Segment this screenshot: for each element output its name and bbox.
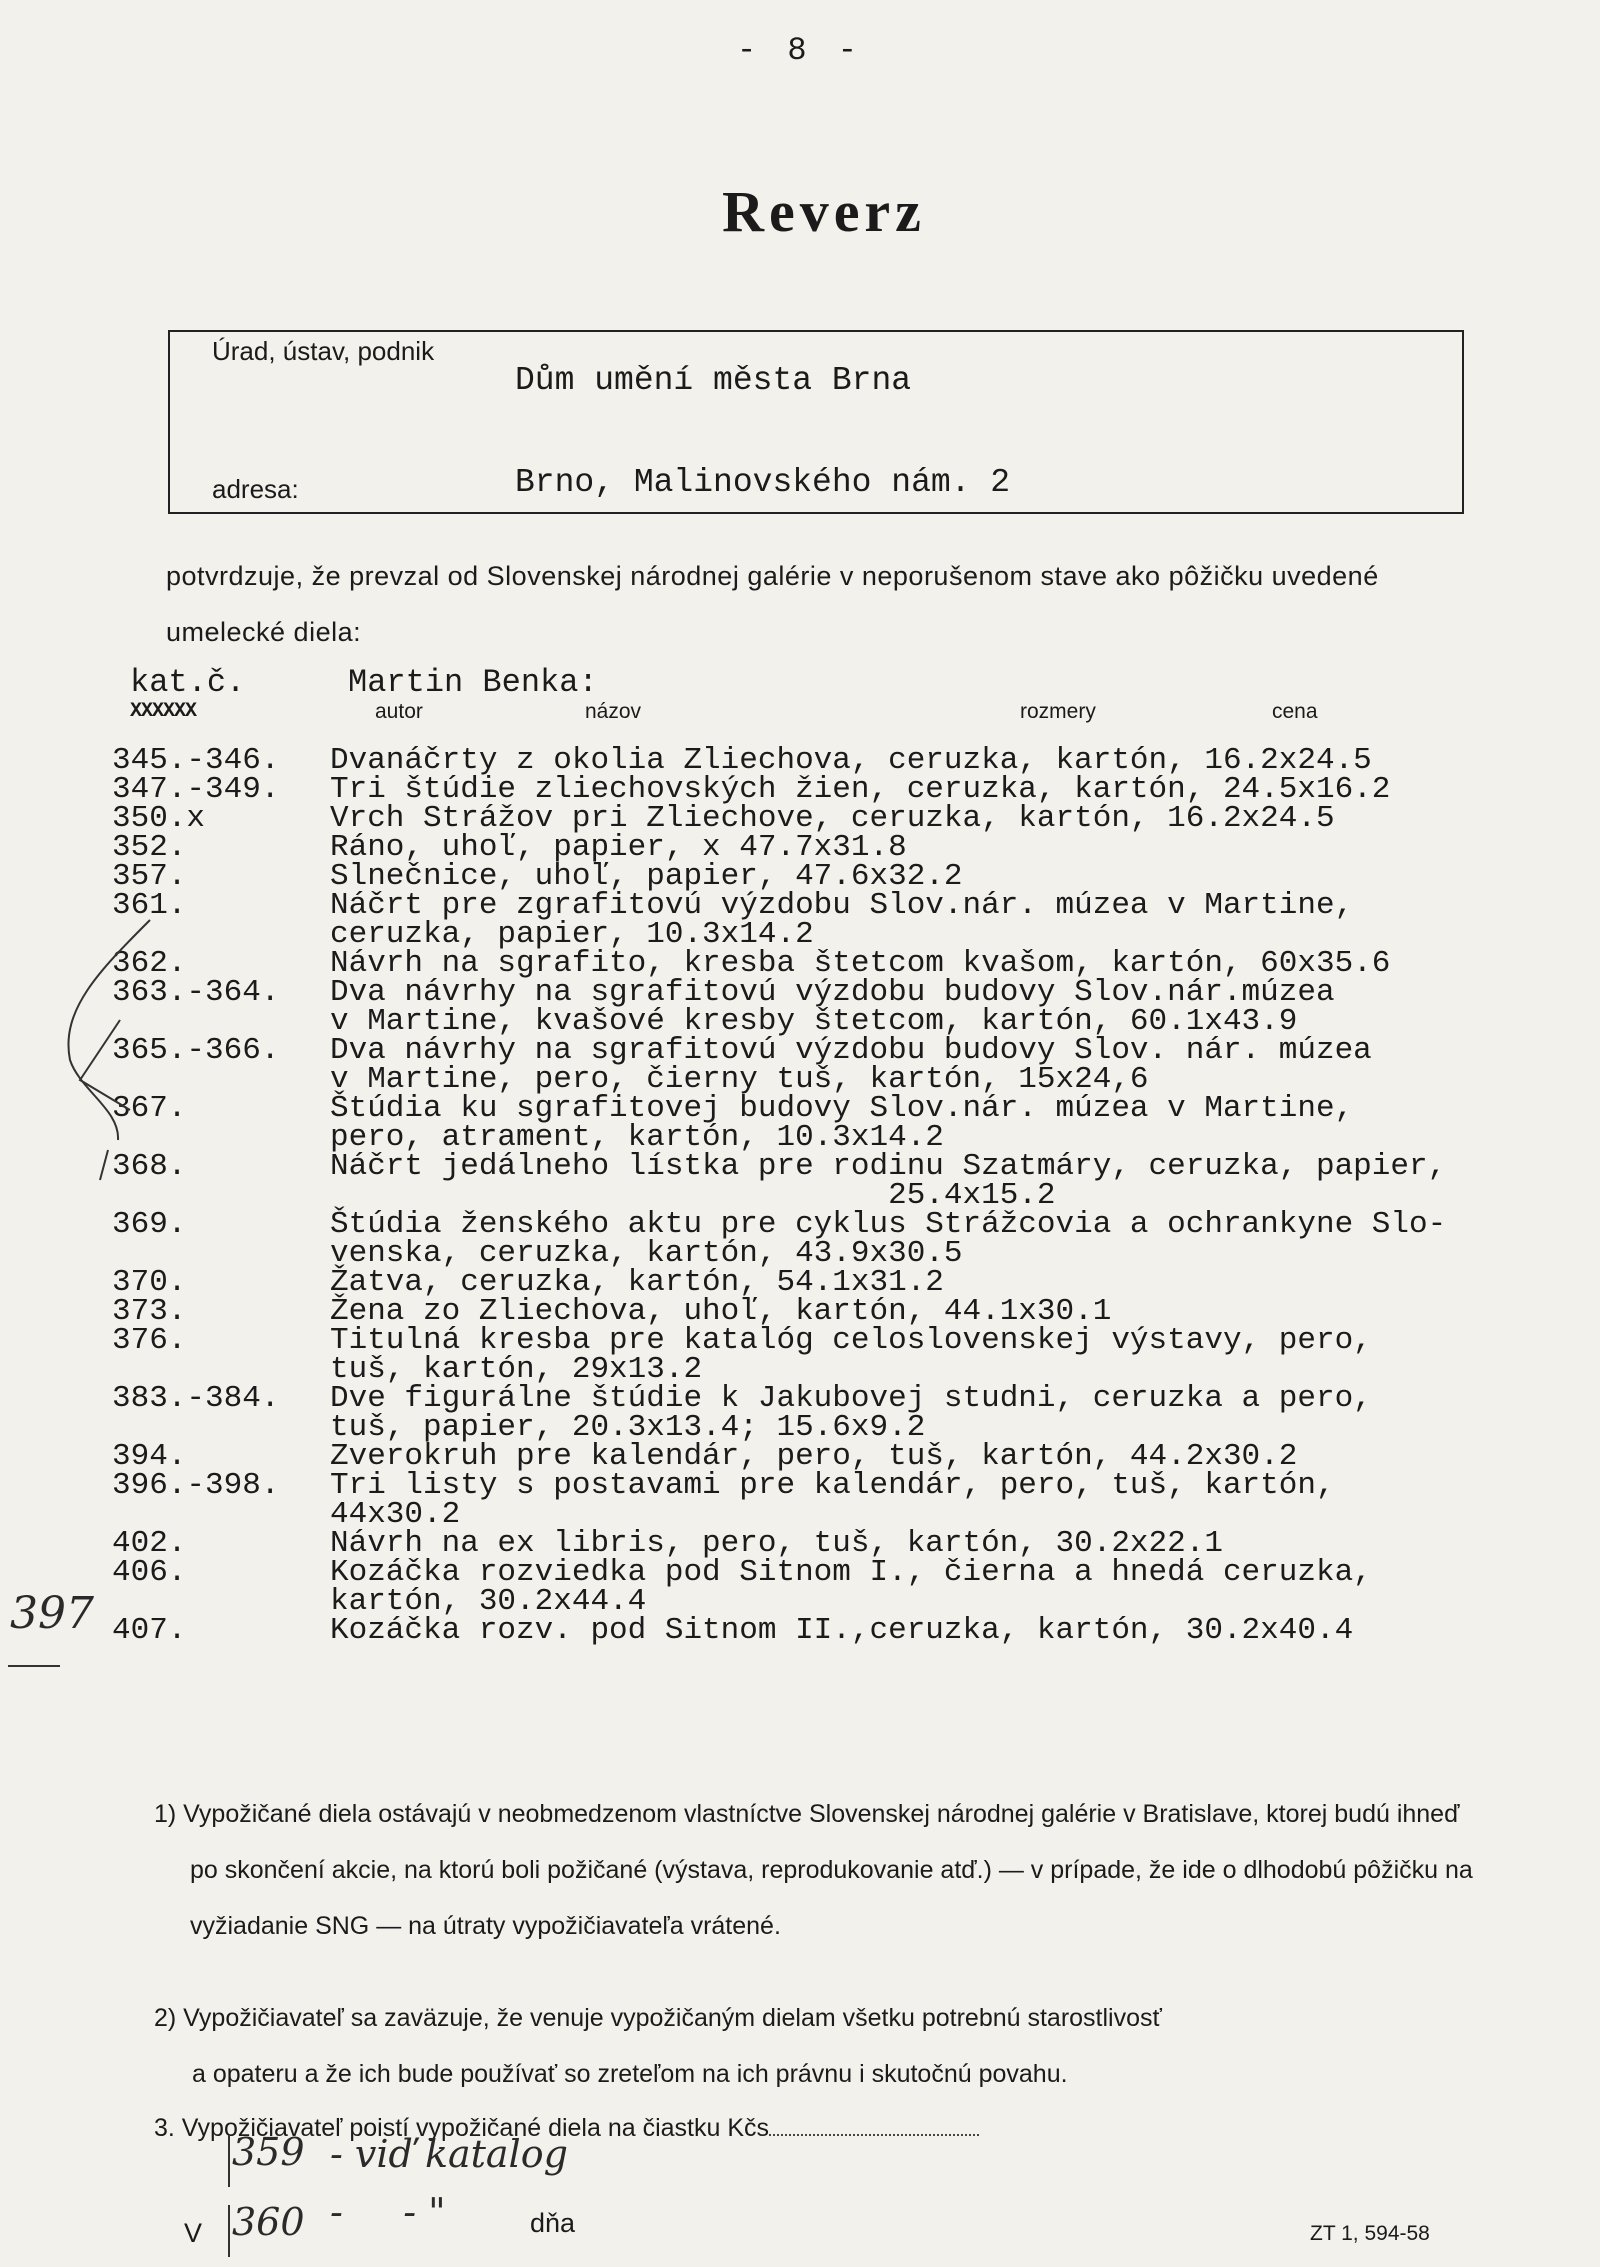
artwork-catalog-number: 362. [112,946,187,981]
artwork-description-line: Ráno, uhoľ, papier, x 47.7x31.8 [330,830,907,865]
artwork-description-line: v Martine, pero, čierny tuš, kartón, 15x24,6 [330,1062,1149,1097]
artwork-description-line: Slnečnice, uhoľ, papier, 47.6x32.2 [330,859,963,894]
artwork-catalog-number: 365.-366. [112,1033,280,1068]
artwork-catalog-number: 347.-349. [112,772,280,807]
artwork-description-line: Tri listy s postavami pre kalendár, pero, tuš, kartón, [330,1468,1335,1503]
artwork-description-line: venska, ceruzka, kartón, 43.9x30.5 [330,1236,963,1271]
artwork-catalog-number: 369. [112,1207,187,1242]
handwritten-margin-397: 397 [10,1588,94,1639]
artwork-catalog-number: 368. [112,1149,187,1184]
handwritten-pencil-stroke [68,920,150,1140]
artwork-catalog-number: 370. [112,1265,187,1300]
handwritten-pencil-stroke-2 [80,1020,130,1110]
artwork-description-line: Náčrt jedálneho lístka pre rodinu Szatmáry, ceruzka, papier, [330,1149,1447,1184]
artwork-description-line: kartón, 30.2x44.4 [330,1584,647,1619]
column-autor: autor [375,700,423,723]
intro-text: potvrdzuje, že prevzal od Slovenskej národnej galérie v neporušenom stave ako pôžičku uvedené umelecké diela: [166,561,1379,647]
artwork-catalog-number: 345.-346. [112,743,280,778]
form-reference-code: ZT 1, 594-58 [1310,2222,1430,2245]
artwork-description-line: Vrch Strážov pri Zliechove, ceruzka, kartón, 16.2x24.5 [330,801,1335,836]
artwork-description-line: Tri štúdie zliechovských žien, ceruzka, kartón, 24.5x16.2 [330,772,1391,807]
page-number: - 8 - [736,32,863,69]
artwork-description-line: Zverokruh pre kalendár, pero, tuš, kartón, 44.2x30.2 [330,1439,1298,1474]
artwork-catalog-number: 407. [112,1613,187,1648]
date-label: dňa [530,2208,576,2238]
handwritten-360: 360 [232,2200,305,2244]
condition-3-text: 3. Vypožičiavateľ poistí vypožičané diela na čiastku Kčs [154,2114,770,2142]
handwritten-see-catalog: - viď katalog [330,2132,568,2176]
artwork-catalog-number: 394. [112,1439,187,1474]
artwork-description-line: Dve figurálne štúdie k Jakubovej studni, ceruzka a pero, [330,1381,1372,1416]
artwork-catalog-number: 376. [112,1323,187,1358]
artwork-catalog-number: 396.-398. [112,1468,280,1503]
artwork-description-line: Náčrt pre zgrafitovú výzdobu Slov.nár. múzea v Martine, [330,888,1354,923]
artwork-description-line: Titulná kresba pre katalóg celoslovenskej výstavy, pero, [330,1323,1372,1358]
handwritten-pencil-stroke-3 [100,1150,108,1180]
condition-2-line-2: a opateru a že ich bude používať so zreteľom na ich právnu i skutočnú povahu. [192,2060,1068,2088]
artwork-description-line: Dvanáčrty z okolia Zliechova, ceruzka, kartón, 16.2x24.5 [330,743,1372,778]
artwork-catalog-number: 367. [112,1091,187,1126]
artwork-catalog-number: 352. [112,830,187,865]
artwork-description-line: ceruzka, papier, 10.3x14.2 [330,917,814,952]
artwork-catalog-number: 373. [112,1294,187,1329]
artwork-description-line: Kozáčka rozv. pod Sitnom II.,ceruzka, kartón, 30.2x40.4 [330,1613,1354,1648]
artwork-description-line: Žena zo Zliechova, uhoľ, kartón, 44.1x30.1 [330,1294,1112,1329]
page-title: Reverz [722,179,926,244]
artwork-catalog-number: 363.-364. [112,975,280,1010]
address-label: adresa: [212,474,299,504]
address-value: Brno, Malinovského nám. 2 [515,464,1011,501]
condition-2-line-1: 2) Vypožičiavateľ sa zaväzuje, že venuje vypožičaným dielam všetku potrebnú starostlivosť [154,2004,1162,2032]
condition-1-text: 1) Vypožičané diela ostávajú v neobmedzenom vlastníctve Slovenskej národnej galérie v Bratislave, ktorej budú ihneď po skončení akcie, na ktorú boli požičané (výstava, reprodukovanie atď.) — v prípade, že ide o dlhodobú pôžičku na vyžiadanie SNG — na útraty vypožičiavateľa vrátené. [154,1800,1473,1940]
artwork-description-line: v Martine, kvašové kresby štetcom, kartón, 60.1x43.9 [330,1004,1298,1039]
column-rozmery: rozmery [1020,700,1096,723]
column-cena: cena [1272,700,1318,723]
organization-label: Úrad, ústav, podnik [212,336,435,366]
artwork-description-line: Štúdia ku sgrafitovej budovy Slov.nár. múzea v Martine, [330,1091,1354,1126]
place-label: V [184,2218,203,2248]
artwork-description-line: Kozáčka rozviedka pod Sitnom I., čierna a hnedá ceruzka, [330,1555,1372,1590]
artwork-description-line: Žatva, ceruzka, kartón, 54.1x31.2 [330,1265,944,1300]
artwork-catalog-number: 383.-384. [112,1381,280,1416]
artwork-description-line: 25.4x15.2 [330,1178,1056,1213]
artist-name: Martin Benka: [348,664,598,701]
artwork-description-line: tuš, kartón, 29x13.2 [330,1352,703,1387]
artwork-description-line: Návrh na sgrafito, kresba štetcom kvašom, kartón, 60x35.6 [330,946,1391,981]
artwork-description-line: Návrh na ex libris, pero, tuš, kartón, 30.2x22.1 [330,1526,1223,1561]
catalog-number-label: kat.č. [130,664,246,701]
artwork-description-line: Štúdia ženského aktu pre cyklus Strážcovia a ochrankyne Slo- [330,1207,1447,1242]
artwork-description-line: tuš, papier, 20.3x13.4; 15.6x9.2 [330,1410,926,1445]
column-nazov: názov [585,700,642,723]
column-crossed-label: XXXXXX [130,700,197,723]
artwork-catalog-number: 402. [112,1526,187,1561]
artwork-description-line: pero, atrament, kartón, 10.3x14.2 [330,1120,944,1155]
artwork-catalog-number: 350.x [112,801,206,836]
handwritten-ditto-marks: - - " [330,2190,446,2234]
artwork-description-line: 44x30.2 [330,1497,461,1532]
artwork-catalog-number: 357. [112,859,187,894]
artwork-description-line: Dva návrhy na sgrafitovú výzdobu budovy Slov. nár. múzea [330,1033,1372,1068]
organization-value: Dům umění města Brna [515,362,912,399]
artwork-catalog-number: 361. [112,888,187,923]
handwritten-359: 359 [232,2130,305,2174]
artwork-catalog-number: 406. [112,1555,187,1590]
artwork-description-line: Dva návrhy na sgrafitovú výzdobu budovy Slov.nár.múzea [330,975,1335,1010]
